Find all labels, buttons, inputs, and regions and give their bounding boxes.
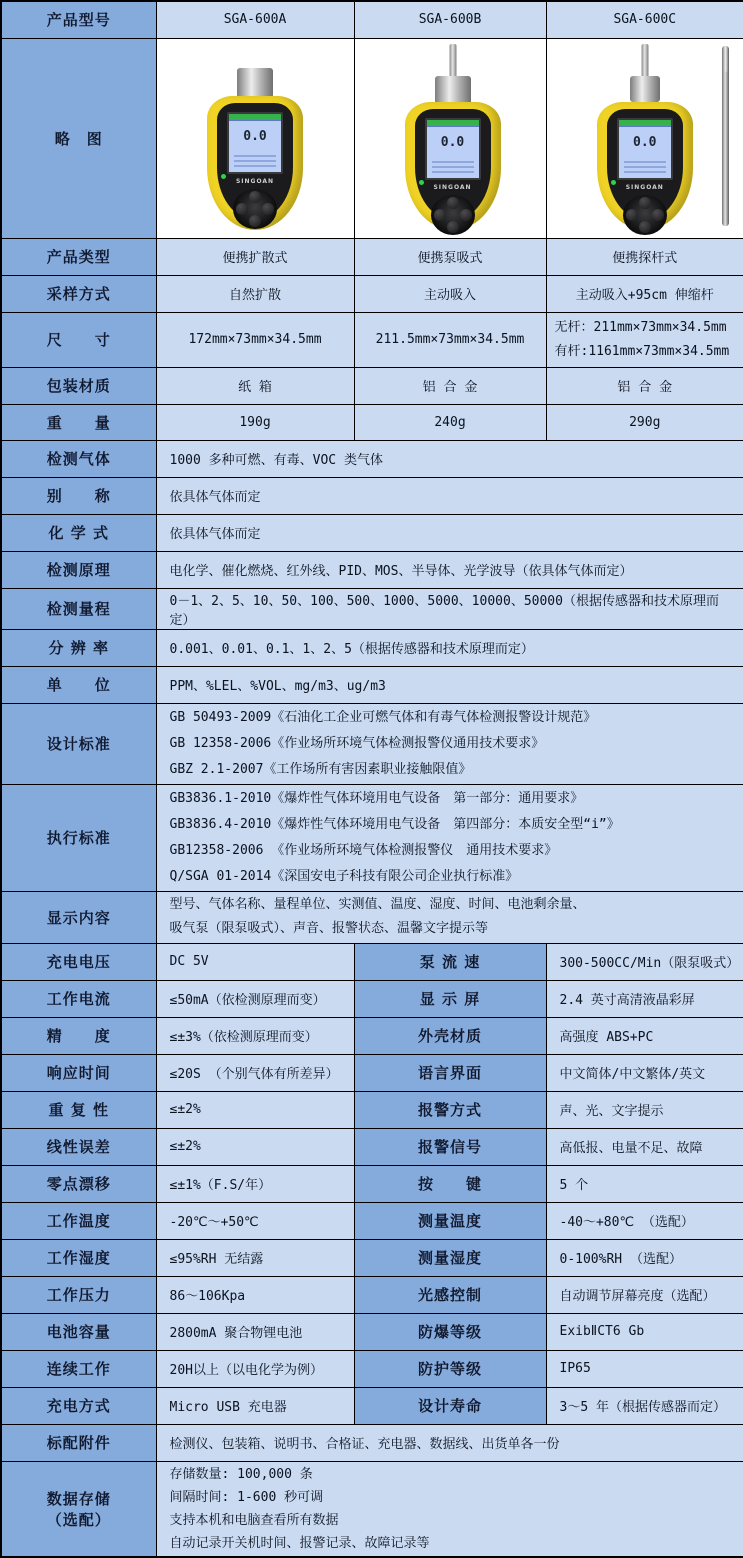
storage-line: 支持本机和电脑查看所有数据 — [169, 1512, 339, 1528]
spec-row — [1, 1313, 743, 1350]
spec-row — [1, 980, 743, 1017]
design-standard-row — [1, 703, 743, 784]
display-content-row — [1, 891, 743, 943]
spec-label: 语言界面 — [354, 1054, 546, 1091]
spec-value: ≤±2% — [156, 1128, 354, 1165]
device-panel — [415, 109, 491, 220]
status-led — [221, 174, 226, 179]
cell-value: 铝 合 金 — [546, 367, 743, 404]
cell-value: 电化学、催化燃烧、红外线、PID、MOS、半导体、光学波导（依具体气体而定） — [156, 551, 743, 588]
row-label-sketch: 略 图 — [1, 38, 156, 238]
device-button — [639, 221, 651, 233]
cell-value: 依具体气体而定 — [156, 477, 743, 514]
executive-standard-row — [1, 784, 743, 891]
screen-reading: 0.0 — [243, 129, 267, 144]
screen-status-bar — [427, 120, 479, 127]
range-row — [1, 588, 743, 629]
storage-label-line: 数据存储 — [46, 1489, 111, 1508]
spec-label: 外壳材质 — [354, 1017, 546, 1054]
row-label: 产品类型 — [1, 238, 156, 275]
spec-label: 防爆等级 — [354, 1313, 546, 1350]
brand-label: SINGOAN — [433, 184, 472, 191]
cell-value: 便携泵吸式 — [354, 238, 546, 275]
cell-value: 0－1、2、5、10、50、100、500、1000、5000、10000、50000（根据传感器和技术原理而定） — [156, 588, 743, 629]
spec-label: 工作电流 — [1, 980, 156, 1017]
spec-value: 5 个 — [546, 1165, 743, 1202]
display-line: 吸气泵（限泵吸式）、声音、报警状态、温馨文字提示等 — [169, 921, 489, 936]
device-screen — [425, 118, 481, 180]
row-label: 包装材质 — [1, 367, 156, 404]
model-name-sga600c: SGA-600C — [546, 1, 743, 38]
cell-value: 1000 多种可燃、有毒、VOC 类气体 — [156, 440, 743, 477]
row-label: 化 学 式 — [1, 514, 156, 551]
spec-label: 精 度 — [1, 1017, 156, 1054]
sampling-row — [1, 275, 743, 312]
spec-label: 设计寿命 — [354, 1387, 546, 1424]
device-button — [262, 203, 274, 215]
spec-label: 显 示 屏 — [354, 980, 546, 1017]
alias-row — [1, 477, 743, 514]
cell-value: 190g — [156, 404, 354, 440]
cell-value: 铝 合 金 — [354, 367, 546, 404]
gas-row — [1, 440, 743, 477]
spec-row — [1, 1054, 743, 1091]
spec-value: Micro USB 充电器 — [156, 1387, 354, 1424]
device-button — [434, 209, 446, 221]
header-row — [1, 1, 743, 38]
standard-line: GB 12358-2006《作业场所环境气体检测报警仪通用技术要求》 — [169, 735, 545, 751]
size-row — [1, 312, 743, 367]
cell-value: 依具体气体而定 — [156, 514, 743, 551]
cell-value: PPM、%LEL、%VOL、mg/m3、ug/m3 — [156, 666, 743, 703]
cell-value: 主动吸入+95cm 伸缩杆 — [546, 275, 743, 312]
telescopic-rod — [722, 46, 729, 226]
spec-label: 零点漂移 — [1, 1165, 156, 1202]
spec-label: 线性误差 — [1, 1128, 156, 1165]
spec-value: ≤±2% — [156, 1091, 354, 1128]
device-body — [207, 96, 303, 230]
screen-status-bar — [229, 114, 281, 121]
screen-reading: 0.0 — [440, 135, 465, 150]
spec-value: 2.4 英寸高清液晶彩屏 — [546, 980, 743, 1017]
spec-value: 声、光、文字提示 — [546, 1091, 743, 1128]
cell-value: 便携探杆式 — [546, 238, 743, 275]
brand-label: SINGOAN — [625, 184, 664, 191]
status-led — [419, 180, 424, 185]
device-button — [626, 209, 638, 221]
cell-value: 检测仪、包装箱、说明书、合格证、充电器、数据线、出货单各一份 — [156, 1424, 743, 1461]
cell-value: 211.5mm×73mm×34.5mm — [354, 312, 546, 367]
device-photo-sga-600b — [398, 44, 508, 232]
spec-row — [1, 1276, 743, 1313]
cell-value: 主动吸入 — [354, 275, 546, 312]
spec-value: ≤20S （个别气体有所差异） — [156, 1054, 354, 1091]
display-line: 型号、气体名称、量程单位、实测值、温度、湿度、时间、电池剩余量、 — [169, 897, 586, 912]
cell-value: 便携扩散式 — [156, 238, 354, 275]
storage-line: 间隔时间: 1-600 秒可调 — [169, 1489, 324, 1505]
status-led — [611, 180, 616, 185]
device-button — [447, 221, 459, 233]
spec-value: ≤50mA（依检测原理而变） — [156, 980, 354, 1017]
button-pad — [431, 195, 475, 235]
brand-label: SINGOAN — [235, 178, 275, 185]
button-pad — [233, 189, 277, 229]
spec-label: 工作压力 — [1, 1276, 156, 1313]
device-button — [447, 197, 459, 209]
spec-value: 86～106Kpa — [156, 1276, 354, 1313]
spec-row — [1, 943, 743, 980]
screen-info-lines — [432, 161, 474, 173]
sensor-cap — [630, 76, 660, 102]
row-label: 采样方式 — [1, 275, 156, 312]
spec-label: 电池容量 — [1, 1313, 156, 1350]
storage-line: 自动记录开关机时间、报警记录、故障记录等 — [169, 1535, 430, 1551]
unit-row — [1, 666, 743, 703]
spec-value: -40～+80℃ （选配） — [546, 1202, 743, 1239]
storage-label-line: （选配） — [46, 1510, 111, 1529]
storage-line: 存储数量: 100,000 条 — [169, 1466, 313, 1482]
spec-row — [1, 1017, 743, 1054]
device-photo-sga-600a — [200, 44, 310, 232]
row-label: 标配附件 — [1, 1424, 156, 1461]
device-button — [460, 209, 472, 221]
device-panel — [217, 103, 293, 220]
device-photo-sga-600c — [590, 44, 700, 232]
standard-line: GBZ 2.1-2007《工作场所有害因素职业接触限值》 — [169, 761, 472, 777]
cell-value — [156, 784, 743, 891]
spec-row — [1, 1387, 743, 1424]
row-label: 检测气体 — [1, 440, 156, 477]
spec-label: 充电电压 — [1, 943, 156, 980]
row-label: 检测原理 — [1, 551, 156, 588]
resolution-row — [1, 629, 743, 666]
device-button — [236, 203, 248, 215]
spec-label: 测量湿度 — [354, 1239, 546, 1276]
spec-value: DC 5V — [156, 943, 354, 980]
device-screen — [227, 112, 283, 174]
device-button — [639, 197, 651, 209]
model-name-sga600b: SGA-600B — [354, 1, 546, 38]
photo-cell-sga600c — [546, 38, 743, 238]
spec-label: 充电方式 — [1, 1387, 156, 1424]
spec-row — [1, 1239, 743, 1276]
row-label: 分 辨 率 — [1, 629, 156, 666]
spec-label: 泵 流 速 — [354, 943, 546, 980]
row-label: 检测量程 — [1, 588, 156, 629]
spec-label: 光感控制 — [354, 1276, 546, 1313]
button-pad — [623, 195, 667, 235]
model-name-sga600a: SGA-600A — [156, 1, 354, 38]
cell-value: 纸 箱 — [156, 367, 354, 404]
spec-value: ≤±3%（依检测原理而变） — [156, 1017, 354, 1054]
spec-label: 报警信号 — [354, 1128, 546, 1165]
spec-label: 工作湿度 — [1, 1239, 156, 1276]
spec-row — [1, 1202, 743, 1239]
photo-cell-sga600b — [354, 38, 546, 238]
principle-row — [1, 551, 743, 588]
spec-label: 按 键 — [354, 1165, 546, 1202]
spec-value: ≤±1%（F.S/年） — [156, 1165, 354, 1202]
size-with-rod: 有杆:1161mm×73mm×34.5mm — [554, 343, 730, 359]
row-label — [1, 1461, 156, 1557]
spec-value: 300-500CC/Min（限泵吸式） — [546, 943, 743, 980]
spec-value: 20H以上（以电化学为例） — [156, 1350, 354, 1387]
size-no-rod: 无杆：211mm×73mm×34.5mm — [554, 319, 727, 335]
spec-label: 防护等级 — [354, 1350, 546, 1387]
photo-cell-sga600a — [156, 38, 354, 238]
spec-row — [1, 1091, 743, 1128]
screen-info-lines — [234, 155, 276, 167]
spec-value: 中文简体/中文繁体/英文 — [546, 1054, 743, 1091]
standard-line: GB3836.1-2010《爆炸性气体环境用电气设备 第一部分：通用要求》 — [169, 790, 584, 806]
standard-line: GB 50493-2009《石油化工企业可燃气体和有毒气体检测报警设计规范》 — [169, 709, 597, 725]
spec-value: 高强度 ABS+PC — [546, 1017, 743, 1054]
packaging-row — [1, 367, 743, 404]
data-storage-row — [1, 1461, 743, 1557]
spec-label: 重 复 性 — [1, 1091, 156, 1128]
row-label: 单 位 — [1, 666, 156, 703]
spec-label: 工作温度 — [1, 1202, 156, 1239]
row-label: 设计标准 — [1, 703, 156, 784]
spec-value: 自动调节屏幕亮度（选配） — [546, 1276, 743, 1313]
device-button — [249, 215, 261, 227]
product-type-row — [1, 238, 743, 275]
cell-value — [546, 312, 743, 367]
cell-value: 0.001、0.01、0.1、1、2、5（根据传感器和技术原理而定） — [156, 629, 743, 666]
spec-row — [1, 1165, 743, 1202]
device-body — [597, 102, 693, 230]
device-screen — [617, 118, 673, 180]
spec-value: IP65 — [546, 1350, 743, 1387]
spec-value: 3～5 年（根据传感器而定） — [546, 1387, 743, 1424]
spec-label: 报警方式 — [354, 1091, 546, 1128]
cell-value: 290g — [546, 404, 743, 440]
spec-row — [1, 1128, 743, 1165]
device-button — [249, 191, 261, 203]
row-label: 执行标准 — [1, 784, 156, 891]
cell-value — [156, 703, 743, 784]
sensor-cap — [237, 68, 273, 98]
spec-value: -20℃～+50℃ — [156, 1202, 354, 1239]
row-label-product-model: 产品型号 — [1, 1, 156, 38]
accessories-row — [1, 1424, 743, 1461]
row-label: 别 称 — [1, 477, 156, 514]
standard-line: Q/SGA 01-2014《深国安电子科技有限公司企业执行标准》 — [169, 868, 519, 884]
row-label: 显示内容 — [1, 891, 156, 943]
cell-value: 自然扩散 — [156, 275, 354, 312]
cell-value: 172mm×73mm×34.5mm — [156, 312, 354, 367]
spec-value: 0-100%RH （选配） — [546, 1239, 743, 1276]
spec-value: ≤95%RH 无结露 — [156, 1239, 354, 1276]
spec-value: 高低报、电量不足、故障 — [546, 1128, 743, 1165]
standard-line: GB12358-2006 《作业场所环境气体检测报警仪 通用技术要求》 — [169, 842, 558, 858]
standard-line: GB3836.4-2010《爆炸性气体环境用电气设备 第四部分：本质安全型“i”》 — [169, 816, 620, 832]
cell-value: 240g — [354, 404, 546, 440]
screen-info-lines — [624, 161, 666, 173]
spec-label: 测量温度 — [354, 1202, 546, 1239]
row-label: 重 量 — [1, 404, 156, 440]
row-label: 尺 寸 — [1, 312, 156, 367]
sketch-row — [1, 38, 743, 238]
screen-status-bar — [619, 120, 671, 127]
spec-label: 响应时间 — [1, 1054, 156, 1091]
spec-value: 2800mA 聚合物锂电池 — [156, 1313, 354, 1350]
screen-reading: 0.0 — [633, 135, 657, 150]
weight-row — [1, 404, 743, 440]
cell-value — [156, 1461, 743, 1557]
formula-row — [1, 514, 743, 551]
device-body — [405, 102, 501, 230]
cell-value — [156, 891, 743, 943]
spec-row — [1, 1350, 743, 1387]
device-panel — [607, 109, 683, 220]
device-button — [652, 209, 664, 221]
spec-label: 连续工作 — [1, 1350, 156, 1387]
spec-value: ExibⅡCT6 Gb — [546, 1313, 743, 1350]
